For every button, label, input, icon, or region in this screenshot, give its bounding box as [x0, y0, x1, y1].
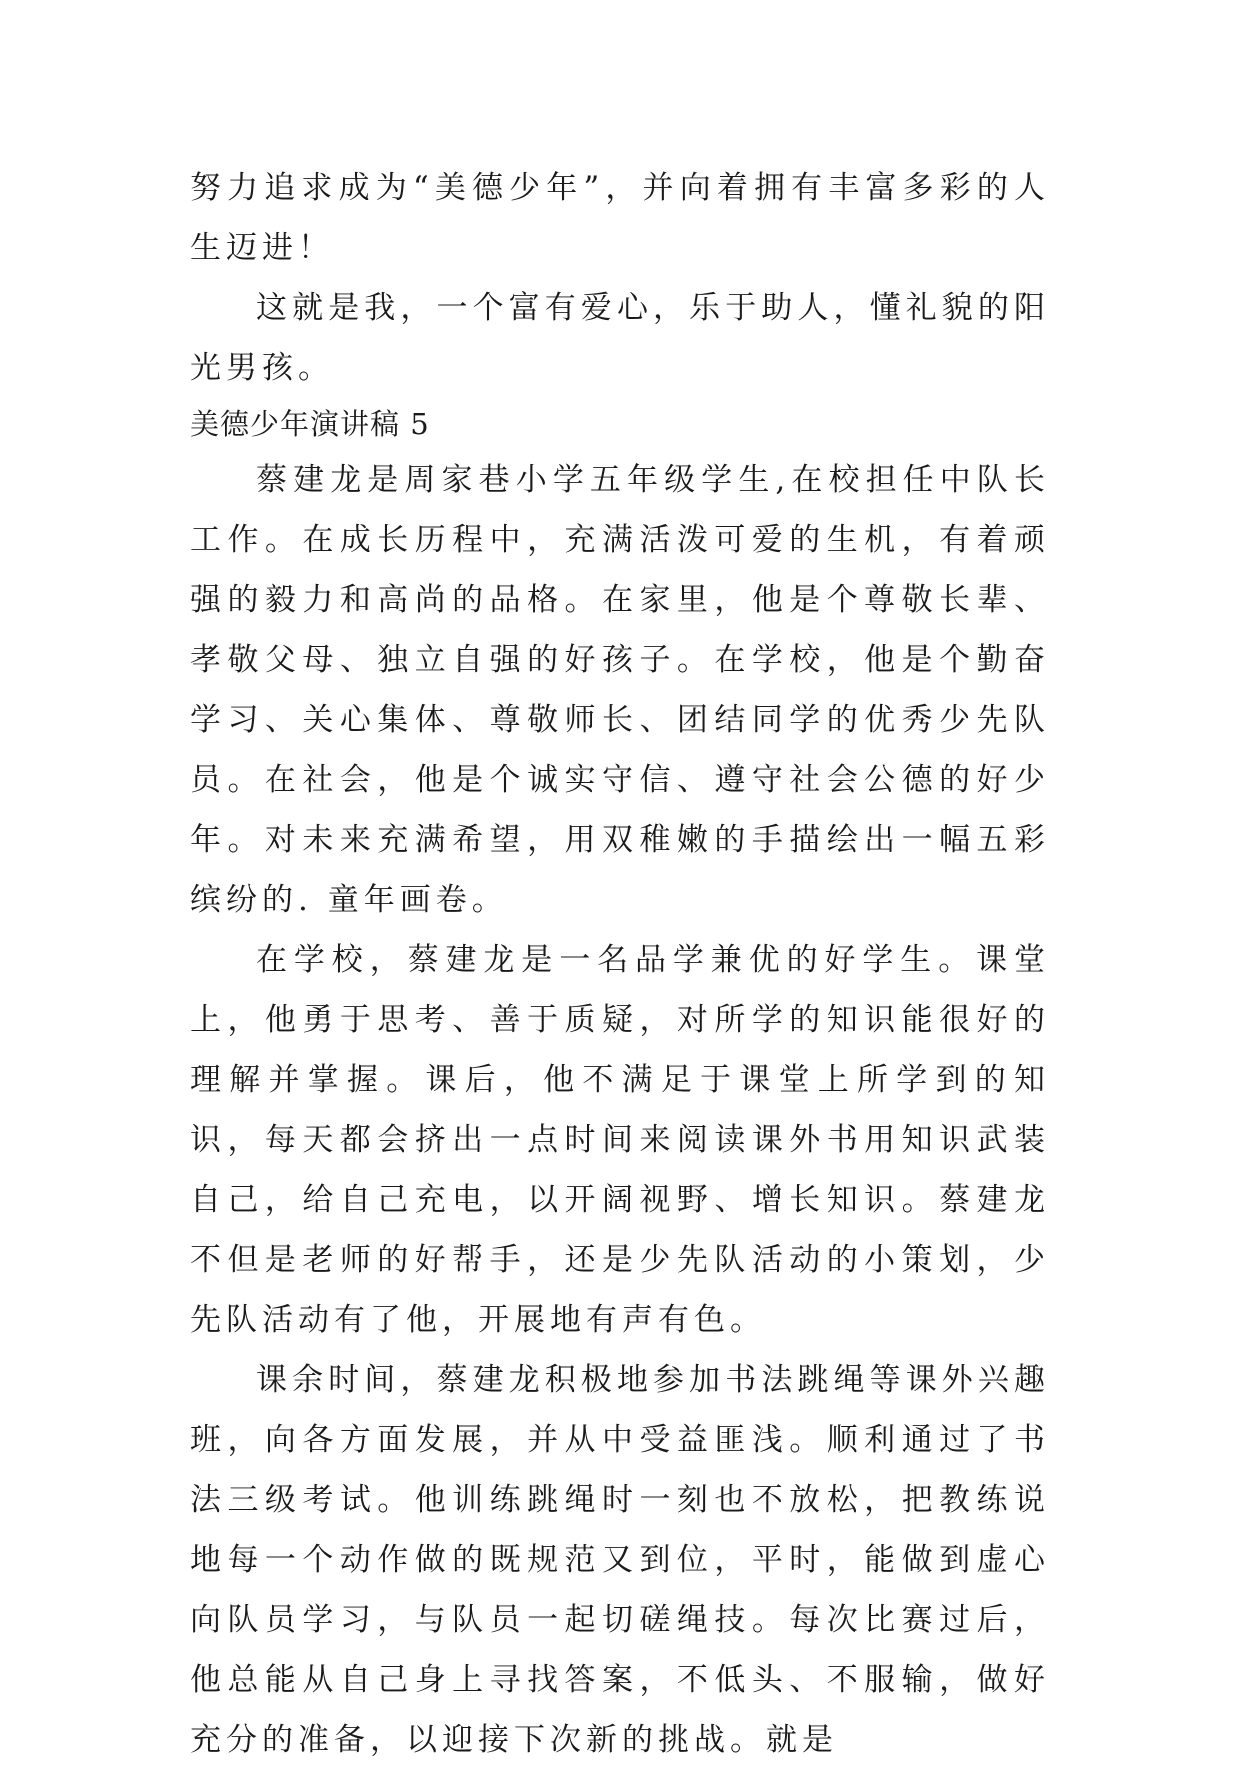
paragraph-introduction: 蔡建龙是周家巷小学五年级学生,在校担任中队长工作。在成长历程中，充满活泼可爱的生机，有着顽强的毅力和高尚的品格。在家里，他是个尊敬长辈、孝敬父母、独立自强的好孩子。在学校，他是个勤奋学习、关心集体、尊敬师长、团结同学的优秀少先队员。在社会，他是个诚实守信、遵守社会公德的好少年。对未来充满希望，用双稚嫩的手描绘出一幅五彩缤纷的. 童年画卷。 — [190, 462, 1050, 918]
document-body — [190, 158, 1050, 1770]
paragraph-free-time: 课余时间，蔡建龙积极地参加书法跳绳等课外兴趣班，向各方面发展，并从中受益匪浅。顺利通过了书法三级考试。他训练跳绳时一刻也不放松，把教练说地每一个动作做的既规范又到位，平时，能做到虚心向队员学习，与队员一起切磋绳技。每次比赛过后，他总能从自己身上寻找答案，不低头、不服输，做好充分的准备，以迎接下次新的挑战。就是 — [190, 1362, 1050, 1758]
paragraph-at-school: 在学校，蔡建龙是一名品学兼优的好学生。课堂上，他勇于思考、善于质疑，对所学的知识能很好的理解并掌握。课后，他不满足于课堂上所学到的知识，每天都会挤出一点时间来阅读课外书用知识武装自己，给自己充电，以开阔视野、增长知识。蔡建龙不但是老师的好帮手，还是少先队活动的小策划，少先队活动有了他，开展地有声有色。 — [190, 942, 1050, 1338]
paragraph-self-description: 这就是我，一个富有爱心，乐于助人，懂礼貌的阳光男孩。 — [190, 290, 1050, 386]
paragraph-continuation: 努力追求成为“美德少年”，并向着拥有丰富多彩的人生迈进！ — [190, 170, 1050, 266]
section-heading: 美德少年演讲稿 5 — [190, 407, 430, 441]
